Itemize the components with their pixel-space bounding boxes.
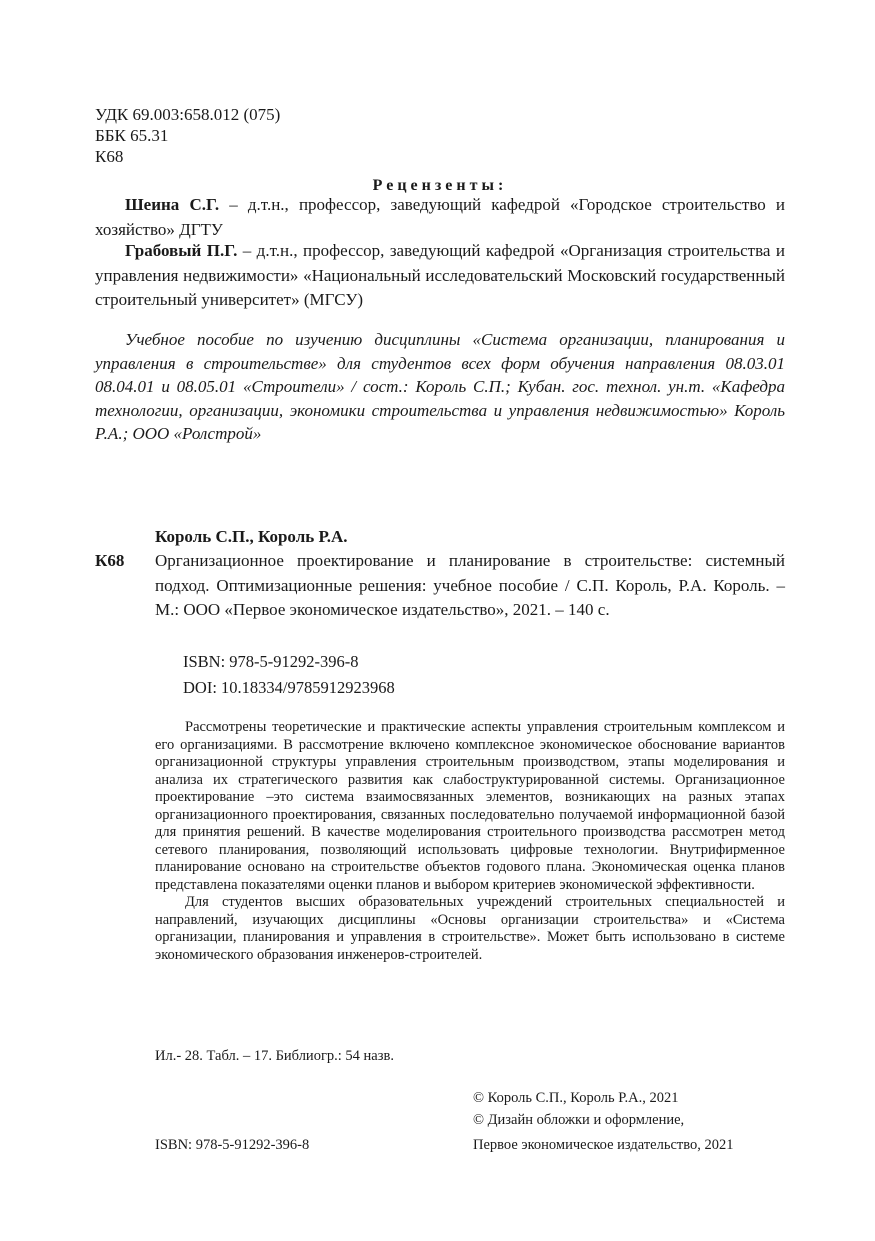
footer-isbn: ISBN: 978-5-91292-396-8 [155, 1137, 310, 1153]
abstract-paragraph: Рассмотрены теоретические и практические аспекты управления строительным комплексом и его организациями. В рассмотрение включено комплексное экономическое обоснование вариантов организационной структуры управления строительным производством, этапы моделирования и анализа их стратегического развития как слабоструктурированной системы. Организационное проектирование –это система взаимосвязанных элементов, возникающих на разных этапах организационного проектирования, связанных последовательно получаемой информационной базой для принятия решений. В качестве моделирования строительного производства рассмотрен метод сетевого планирования, позволяющий использовать цифровые технологии. Внутрифирменное планирование основано на строительстве объектов годового плана. Экономическая оценка планов представлена показателями оценки планов и выбором критериев экономической эффективности. [155, 719, 785, 893]
edition-note: Учебное пособие по изучению дисциплины «Система организации, планирования и управления в строительстве» для студентов всех форм обучения направления 08.03.01 08.04.01 и 08.05.01 «Строители» / сост.: Король С.П.; Кубан. гос. технол. ун.т. «Кафедра технологии, организации, экономики строительства и управления недвижимостью» Король Р.А.; ООО «Ролстрой» [95, 330, 785, 443]
reviewer-name: Шеина С.Г. [125, 195, 220, 214]
reviewer-entry [95, 239, 785, 313]
abstract [155, 719, 785, 964]
bib-authors: Король С.П., Король Р.А. [155, 527, 348, 546]
reviewer-name: Грабовый П.Г. [125, 241, 238, 260]
isbn-number: ISBN: 978-5-91292-396-8 [183, 652, 359, 671]
copyright-line: © Дизайн обложки и оформление, [473, 1112, 685, 1128]
copyright-notice [473, 1087, 684, 1131]
abstract-paragraph: Для студентов высших образовательных учреждений строительных специальностей и направлений, изучающих дисциплины «Основы организации строительства» и «Система организации, планирования и управления в строительстве». Может быть использовано в системе экономического образования инженеров-строителей. [155, 894, 785, 963]
udk-code: УДК 69.003:658.012 (075) [95, 105, 281, 124]
copyright-line: © Король С.П., Король Р.А., 2021 [473, 1090, 679, 1106]
illustration-stats: Ил.- 28. Табл. – 17. Библиогр.: 54 назв. [155, 1048, 394, 1064]
bib-description: Организационное проектирование и планирование в строительстве: системный подход. Оптимизационные решения: учебное пособие / С.П. Король, Р.А. Король. – М.: ООО «Первое экономическое издательство», 2021. – 140 с. [155, 551, 785, 619]
author-mark: К68 [95, 147, 124, 166]
reviewer-description: – д.т.н., профессор, заведующий кафедрой «Городское строительство и хозяйство» ДГТУ [95, 195, 785, 239]
reviewer-entry [95, 193, 785, 242]
classification-codes [95, 104, 280, 167]
doi-number: DOI: 10.18334/9785912923968 [183, 678, 395, 697]
reviewers-heading: Рецензенты: [372, 177, 508, 194]
bib-shelf-code: К68 [95, 551, 125, 570]
reviewer-description: – д.т.н., профессор, заведующий кафедрой «Организация строительства и управления недвижимости» «Национальный исследовательский Московский государственный строительный университет» (МГСУ) [95, 241, 785, 309]
bbk-code: ББК 65.31 [95, 126, 169, 145]
footer-publisher: Первое экономическое издательство, 2021 [473, 1137, 734, 1153]
